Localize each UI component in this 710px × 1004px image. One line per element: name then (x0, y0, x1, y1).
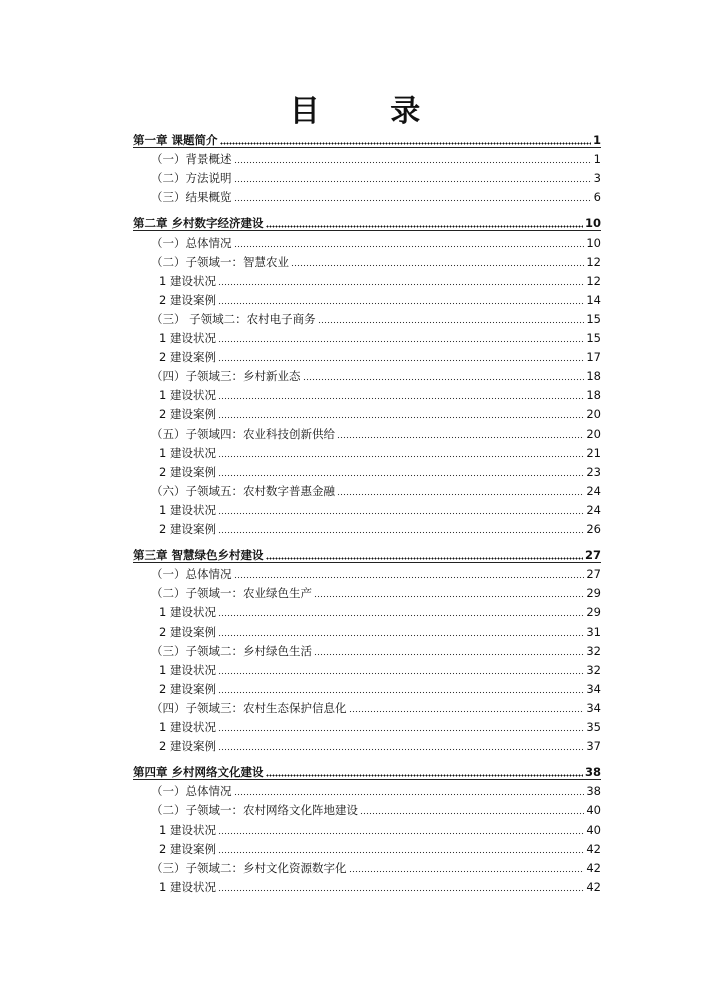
toc-entry-page-number: 38 (586, 784, 601, 799)
toc-entry-sub[interactable] (133, 585, 601, 601)
toc-entry-item[interactable] (133, 406, 601, 422)
chapter-underline (133, 779, 601, 780)
dot-leader (218, 388, 584, 400)
toc-entry-page-number: 38 (584, 765, 601, 780)
toc-entry-item[interactable] (133, 822, 601, 838)
toc-entry-page-number: 1 (592, 133, 601, 147)
toc-entry-chapter[interactable] (133, 764, 601, 780)
toc-entry-label: 2 建设案例 (159, 681, 216, 696)
toc-entry-page-number: 34 (586, 681, 601, 696)
dot-leader (218, 331, 584, 343)
dot-leader (218, 625, 584, 637)
toc-entry-label: （一）背景概述 (151, 152, 232, 167)
toc-entry-label: （一）总体情况 (151, 784, 232, 799)
toc-entry-item[interactable] (133, 502, 601, 518)
dot-leader (220, 133, 591, 145)
toc-entry-label: （四）子领域三：农村生态保护信息化 (151, 700, 347, 715)
toc-entry-label: 1 建设状况 (159, 720, 216, 734)
toc-entry-sub[interactable] (133, 802, 601, 818)
dot-leader (218, 465, 584, 477)
toc-entry-label: 第四章 乡村网络文化建设 (133, 765, 264, 780)
toc-entry-sub[interactable] (133, 426, 601, 442)
toc-entry-label: （五）子领域四：农业科技创新供给 (151, 426, 335, 441)
toc-entry-item[interactable] (133, 349, 601, 365)
toc-entry-item[interactable] (133, 841, 601, 857)
toc-entry-page-number: 21 (586, 445, 601, 460)
chapter-underline (133, 230, 601, 231)
dot-leader (218, 663, 584, 675)
dot-leader (349, 701, 585, 713)
toc-entry-label: 2 建设案例 (159, 522, 216, 536)
toc-entry-sub[interactable] (133, 860, 601, 876)
toc-entry-page-number: 14 (586, 292, 601, 307)
dot-leader (349, 861, 585, 873)
toc-entry-page-number: 12 (586, 273, 601, 288)
toc-entry-page-number: 42 (586, 879, 601, 894)
dot-leader (266, 548, 583, 560)
toc-entry-sub[interactable] (133, 483, 601, 499)
dot-leader (234, 152, 592, 164)
toc-entry-item[interactable] (133, 445, 601, 461)
toc-entry-page-number: 32 (586, 643, 601, 658)
toc-entry-label: 1 建设状况 (159, 445, 216, 460)
dot-leader (218, 605, 584, 617)
toc-entry-page-number: 29 (586, 605, 601, 620)
toc-entry-page-number: 20 (586, 426, 601, 441)
toc-entry-page-number: 10 (584, 216, 601, 231)
dot-leader (218, 842, 584, 854)
toc-entry-page-number: 40 (586, 803, 601, 818)
toc-entry-page-number: 18 (586, 388, 601, 403)
toc-entry-sub[interactable] (133, 170, 601, 186)
toc-entry-page-number: 35 (586, 720, 601, 734)
toc-entry-item[interactable] (133, 387, 601, 403)
toc-entry-page-number: 34 (586, 700, 601, 715)
toc-entry-label: 2 建设案例 (159, 841, 216, 856)
toc-entry-label: （二）子领域一：农业绿色生产 (151, 586, 312, 601)
dot-leader (337, 484, 584, 496)
chapter-underline (133, 562, 601, 563)
toc-entry-page-number: 31 (586, 624, 601, 639)
dot-leader (218, 880, 584, 892)
toc-entry-page-number: 29 (586, 586, 601, 601)
toc-entry-label: 1 建设状况 (159, 331, 216, 345)
dot-leader (218, 293, 584, 305)
toc-entry-page-number: 10 (586, 235, 601, 250)
dot-leader (266, 216, 583, 228)
toc-entry-item[interactable] (133, 604, 601, 620)
toc-entry-sub[interactable] (133, 643, 601, 659)
toc-entry-label: （三）结果概览 (151, 190, 232, 205)
toc-entry-page-number: 12 (586, 254, 601, 269)
toc-entry-sub[interactable] (133, 700, 601, 716)
dot-leader (337, 427, 584, 439)
toc-entry-chapter[interactable] (133, 547, 601, 563)
toc-entry-label: （二）方法说明 (151, 171, 232, 186)
toc-entry-item[interactable] (133, 624, 601, 640)
dot-leader (218, 522, 584, 534)
toc-entry-item[interactable] (133, 521, 601, 537)
toc-entry-item[interactable] (133, 681, 601, 697)
toc-entry-label: 第二章 乡村数字经济建设 (133, 216, 264, 231)
dot-leader (360, 803, 584, 815)
dot-leader (218, 823, 584, 835)
toc-entry-label: 2 建设案例 (159, 464, 216, 479)
toc-entry-chapter[interactable] (133, 132, 601, 148)
toc-entry-label: 第三章 智慧绿色乡村建设 (133, 548, 264, 563)
page-title: 目 录 (289, 94, 451, 129)
toc-entry-label: （四）子领域三：乡村新业态 (151, 369, 301, 384)
dot-leader (291, 255, 584, 267)
toc-entry-chapter[interactable] (133, 215, 601, 231)
dot-leader (234, 190, 592, 202)
chapter-underline (133, 147, 601, 148)
toc-entry-label: 1 建设状况 (159, 388, 216, 403)
toc-entry-item[interactable] (133, 662, 601, 678)
toc-entry-page-number: 40 (586, 822, 601, 837)
toc-entry-page-number: 18 (586, 369, 601, 384)
toc-entry-page-number: 17 (586, 350, 601, 365)
toc-entry-page-number: 27 (586, 567, 601, 582)
toc-entry-page-number: 15 (586, 331, 601, 345)
toc-entry-page-number: 1 (593, 152, 601, 167)
toc-entry-sub[interactable] (133, 311, 601, 327)
toc-entry-label: 1 建设状况 (159, 662, 216, 677)
toc-entry-sub[interactable] (133, 368, 601, 384)
dot-leader (318, 312, 585, 324)
dot-leader (266, 765, 583, 777)
toc-entry-page-number: 32 (586, 662, 601, 677)
toc-entry-label: 2 建设案例 (159, 739, 216, 754)
toc-entry-item[interactable] (133, 738, 601, 754)
toc-entry-label: （三） 子领域二：农村电子商务 (151, 311, 316, 326)
dot-leader (218, 446, 584, 458)
dot-leader (314, 586, 584, 598)
toc-entry-item[interactable] (133, 879, 601, 895)
toc-entry-label: （三）子领域二：乡村绿色生活 (151, 643, 312, 658)
toc-entry-label: （二）子领域一：农村网络文化阵地建设 (151, 803, 358, 818)
toc-entry-page-number: 24 (586, 483, 601, 498)
toc-entry-label: 第一章 课题简介 (133, 133, 218, 147)
toc-entry-page-number: 42 (586, 841, 601, 856)
dot-leader (218, 350, 584, 362)
dot-leader (234, 171, 592, 183)
toc-entry-sub[interactable] (133, 151, 601, 167)
toc-entry-page-number: 23 (586, 464, 601, 479)
toc-entry-label: 1 建设状况 (159, 502, 216, 517)
toc-entry-item[interactable] (133, 464, 601, 480)
dot-leader (303, 369, 585, 381)
dot-leader (218, 720, 584, 732)
toc-entry-label: 1 建设状况 (159, 273, 216, 288)
toc-entry-item[interactable] (133, 273, 601, 289)
toc-entry-label: 2 建设案例 (159, 350, 216, 365)
dot-leader (234, 784, 585, 796)
toc-entry-page-number: 42 (586, 860, 601, 875)
dot-leader (218, 739, 584, 751)
toc-entry-page-number: 20 (586, 407, 601, 422)
toc-entry-label: 2 建设案例 (159, 292, 216, 307)
toc-entry-sub[interactable] (133, 254, 601, 270)
dot-leader (218, 503, 584, 515)
dot-leader (314, 644, 584, 656)
toc-entry-sub[interactable] (133, 235, 601, 251)
dot-leader (234, 236, 585, 248)
toc-entry-sub[interactable] (133, 189, 601, 205)
toc-entry-page-number: 24 (586, 502, 601, 517)
toc-entry-label: （一）总体情况 (151, 235, 232, 250)
toc-entry-page-number: 26 (586, 522, 601, 536)
toc-entry-item[interactable] (133, 330, 601, 346)
toc-entry-page-number: 37 (586, 739, 601, 754)
dot-leader (218, 407, 584, 419)
toc-entry-label: 1 建设状况 (159, 605, 216, 620)
toc-entry-label: （一）总体情况 (151, 567, 232, 582)
toc-entry-item[interactable] (133, 292, 601, 308)
toc-entry-label: 2 建设案例 (159, 407, 216, 422)
toc-entry-label: （二）子领域一：智慧农业 (151, 254, 289, 269)
toc-entry-page-number: 3 (593, 171, 601, 186)
toc-entry-label: （六）子领域五：农村数字普惠金融 (151, 483, 335, 498)
toc-entry-label: 2 建设案例 (159, 624, 216, 639)
toc-entry-sub[interactable] (133, 783, 601, 799)
toc-entry-label: 1 建设状况 (159, 879, 216, 894)
dot-leader (234, 567, 585, 579)
toc-entry-label: （三）子领域二：乡村文化资源数字化 (151, 860, 347, 875)
toc-entry-page-number: 6 (593, 190, 601, 205)
toc-entry-sub[interactable] (133, 566, 601, 582)
toc-entry-page-number: 15 (586, 311, 601, 326)
toc-entry-page-number: 27 (584, 548, 601, 563)
toc-entry-item[interactable] (133, 719, 601, 735)
dot-leader (218, 682, 584, 694)
dot-leader (218, 274, 584, 286)
toc-entry-label: 1 建设状况 (159, 822, 216, 837)
